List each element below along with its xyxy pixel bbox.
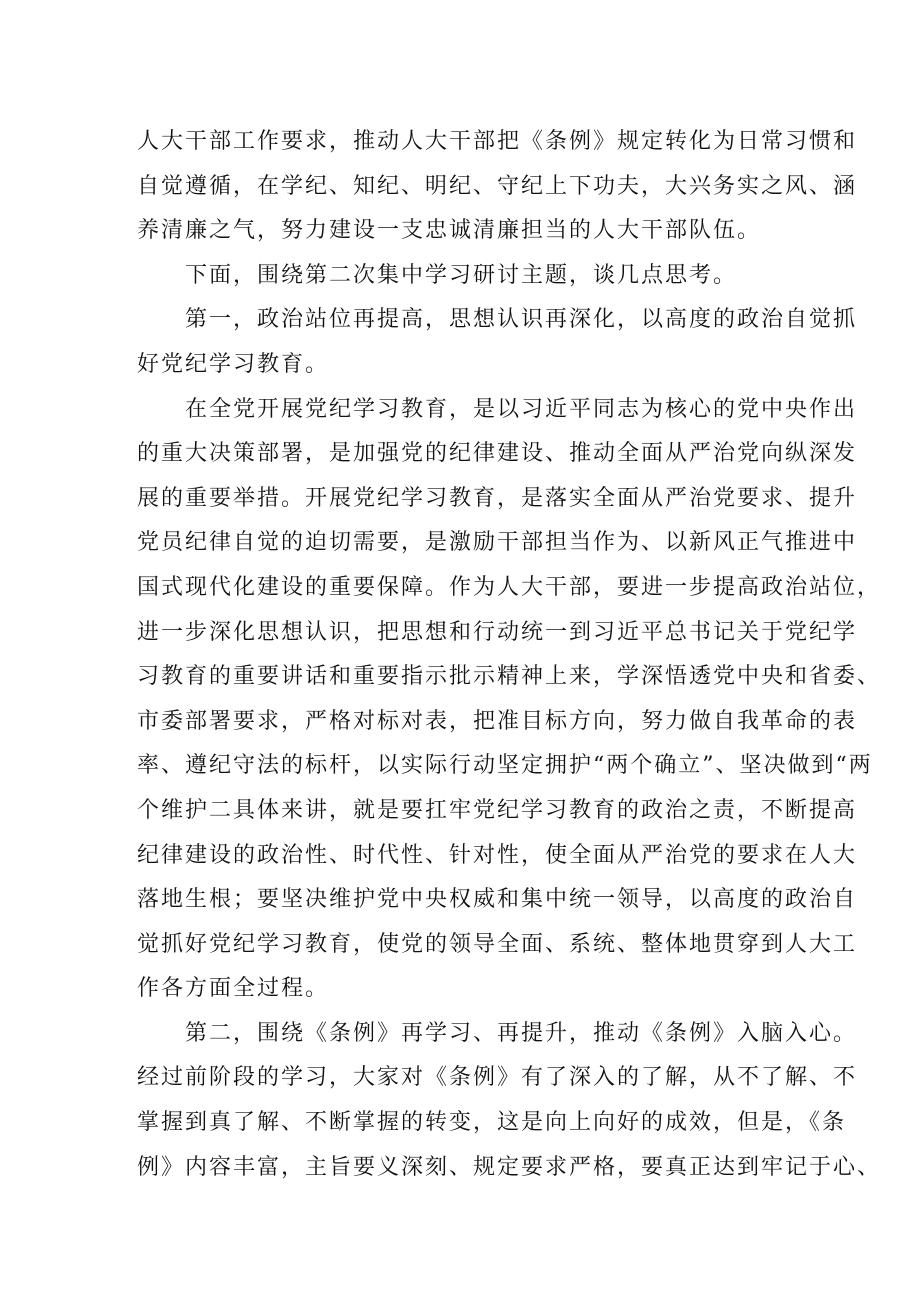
document-body (137, 120, 882, 1190)
text-line: 人大干部工作要求，推动人大干部把《条例》规定转化为日常习惯和 (137, 129, 858, 154)
text-line: 个维护二具体来讲，就是要扛牢党纪学习教育的政治之责，不断提高 (137, 797, 858, 823)
text-line: 第一，政治站位再提高，思想认识再深化，以高度的政治自觉抓 (185, 307, 858, 333)
text-line: 的重大决策部署，是加强党的纪律建设、推动全面从严治党向纵深发 (137, 441, 858, 467)
text-line: 下面，围绕第二次集中学习研讨主题，谈几点思考。 (185, 262, 738, 288)
text-line: 落地生根；要坚决维护党中央权威和集中统一领导，以高度的政治自 (137, 887, 858, 913)
text-line: 例》内容丰富，主旨要义深刻、规定要求严格，要真正达到牢记于心、 (137, 1154, 882, 1180)
paragraph-heading-first (137, 298, 858, 387)
text-line: 第二，围绕《条例》再学习、再提升，推动《条例》入脑入心。 (185, 1020, 858, 1046)
paragraph-heading-second (137, 1012, 882, 1190)
text-line: 国式现代化建设的重要保障。作为人大干部，要进一步提高政治站位， (137, 574, 882, 600)
text-line: 习教育的重要讲话和重要指示批示精神上来，学深悟透党中央和省委、 (137, 664, 882, 690)
text-line: 自觉遵循，在学纪、知纪、明纪、守纪上下功夫，大兴务实之风、涵 (137, 173, 858, 199)
text-line: 作各方面全过程。 (137, 976, 330, 1002)
text-line: 党员纪律自觉的迫切需要，是激励干部担当作为、以新风正气推进中 (137, 530, 858, 556)
text-line: 率、遵纪守法的标杆，以实际行动坚定拥护“两个确立”、坚决做到“两 (137, 753, 873, 779)
text-line: 掌握到真了解、不断掌握的转变，这是向上向好的成效，但是，《条 (137, 1110, 847, 1136)
text-line: 进一步深化思想认识，把思想和行动统一到习近平总书记关于党纪学 (137, 619, 858, 645)
text-line: 养清廉之气，努力建设一支忠诚清廉担当的人大干部队伍。 (137, 218, 762, 244)
text-line: 纪律建设的政治性、时代性、针对性，使全面从严治党的要求在人大 (137, 842, 858, 868)
text-line: 展的重要举措。开展党纪学习教育，是落实全面从严治党要求、提升 (137, 485, 858, 511)
text-line: 觉抓好党纪学习教育，使党的领导全面、系统、整体地贯穿到人大工 (137, 931, 858, 957)
text-line: 在全党开展党纪学习教育，是以习近平同志为核心的党中央作出 (185, 396, 858, 422)
paragraph-continued (137, 120, 858, 254)
text-line: 市委部署要求，严格对标对表，把准目标方向，努力做自我革命的表 (137, 708, 858, 734)
paragraph-body-first (137, 388, 882, 1012)
text-line: 好党纪学习教育。 (137, 351, 330, 377)
paragraph-intro (137, 254, 797, 299)
text-line: 经过前阶段的学习，大家对《条例》有了深入的了解，从不了解、不 (137, 1065, 858, 1091)
